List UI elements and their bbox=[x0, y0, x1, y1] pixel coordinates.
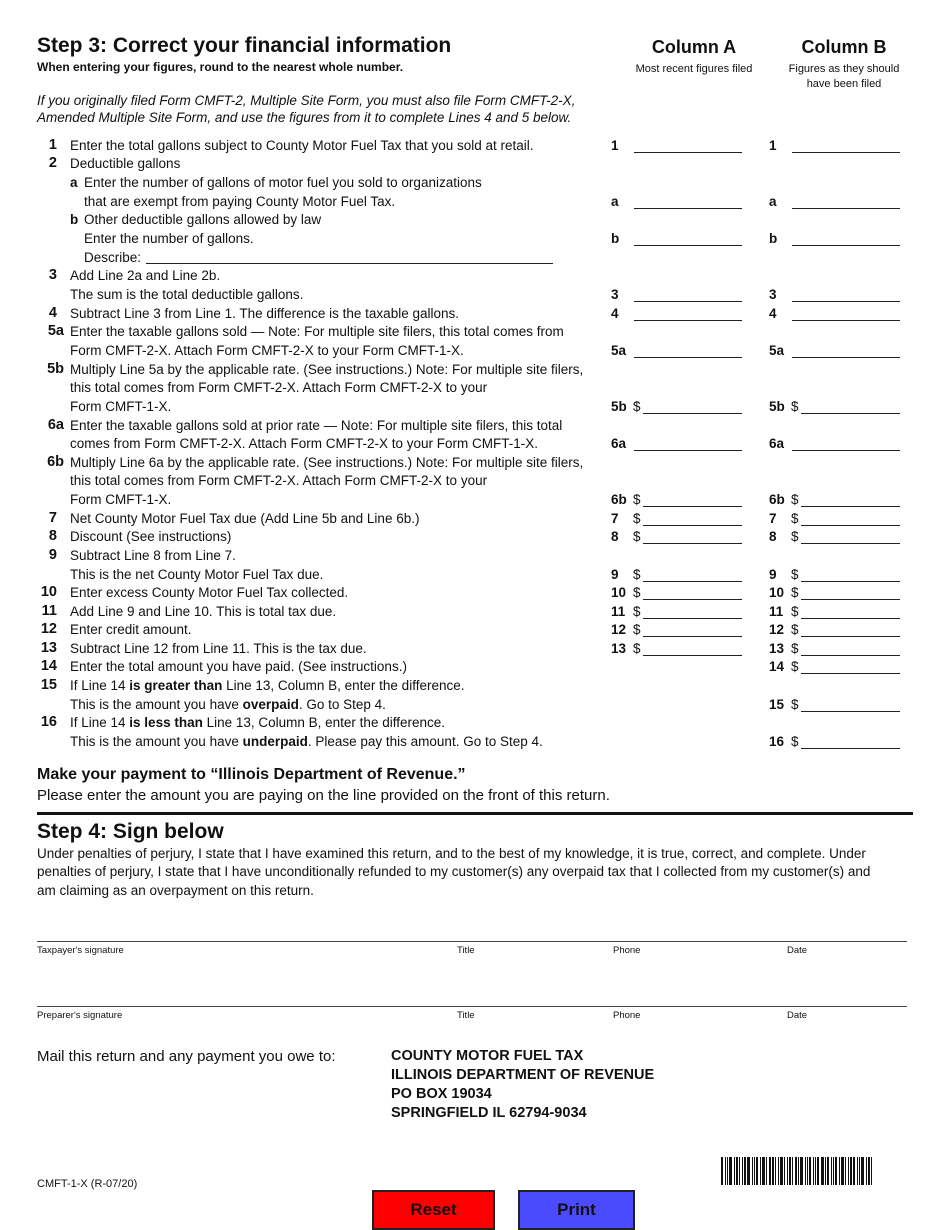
column-b-line-5b-dollar: $ bbox=[791, 399, 799, 414]
column-b-line-16-label: 16 bbox=[769, 734, 785, 749]
column-a-line-5a-label: 5a bbox=[611, 343, 627, 358]
reset-button[interactable]: Reset bbox=[372, 1190, 495, 1230]
form-id: CMFT-1-X (R-07/20) bbox=[37, 1178, 138, 1190]
line-15-text-2: This is the amount you have overpaid. Go to Step 4. bbox=[70, 697, 386, 712]
line-number-5b: 5b bbox=[47, 361, 64, 377]
column-a-line-11-label: 11 bbox=[611, 604, 626, 619]
column-b-line-12-field[interactable] bbox=[801, 623, 900, 637]
column-b-line-13-dollar: $ bbox=[791, 641, 799, 656]
column-b-line-8-label: 8 bbox=[769, 529, 777, 544]
column-b-line-2a-label: a bbox=[769, 194, 777, 209]
mail-address-2: ILLINOIS DEPARTMENT OF REVENUE bbox=[391, 1067, 655, 1083]
line-number-12: 12 bbox=[40, 621, 57, 637]
taxpayer-title-label: Title bbox=[457, 945, 475, 956]
mail-label: Mail this return and any payment you owe to: bbox=[37, 1048, 336, 1065]
line-1-text: Enter the total gallons subject to County Motor Fuel Tax that you sold at retail. bbox=[70, 138, 534, 153]
column-b-line-5b-label: 5b bbox=[769, 399, 785, 414]
column-b-line-14-label: 14 bbox=[769, 659, 785, 674]
column-b-line-9-label: 9 bbox=[769, 567, 777, 582]
column-b-line-5a-label: 5a bbox=[769, 343, 785, 358]
preparer-signature-line[interactable] bbox=[37, 1006, 907, 1007]
column-a-line-5b-dollar: $ bbox=[633, 399, 641, 414]
line-number-13: 13 bbox=[40, 640, 57, 656]
line-3-text-2: The sum is the total deductible gallons. bbox=[70, 287, 304, 302]
column-b-line-4-label: 4 bbox=[769, 306, 777, 321]
column-a-line-2a-label: a bbox=[611, 194, 619, 209]
column-a-line-4-label: 4 bbox=[611, 306, 619, 321]
column-a-line-10-field[interactable] bbox=[643, 586, 742, 600]
line-number-6b: 6b bbox=[47, 454, 64, 470]
line-5b-text-1: Multiply Line 5a by the applicable rate. (See instructions.) Note: For multiple site filers, bbox=[70, 362, 584, 377]
line-7-text: Net County Motor Fuel Tax due (Add Line 5b and Line 6b.) bbox=[70, 511, 420, 526]
column-b-line-15-dollar: $ bbox=[791, 697, 799, 712]
column-b-line-3-field[interactable] bbox=[792, 288, 900, 302]
column-a-line-10-label: 10 bbox=[611, 585, 627, 600]
column-a-line-10-dollar: $ bbox=[633, 585, 641, 600]
intro-line-1: If you originally filed Form CMFT-2, Multiple Site Form, you must also file Form CMFT-2-X, bbox=[37, 93, 576, 108]
column-b-line-9-field[interactable] bbox=[801, 568, 900, 582]
line-9-text-2: This is the net County Motor Fuel Tax due. bbox=[70, 567, 324, 582]
column-a-line-5b-field[interactable] bbox=[643, 400, 742, 414]
column-a-line-3-label: 3 bbox=[611, 287, 619, 302]
column-b-line-1-label: 1 bbox=[769, 138, 777, 153]
column-b-subtitle-1: Figures as they should bbox=[788, 63, 900, 75]
column-a-line-9-label: 9 bbox=[611, 567, 619, 582]
column-a-line-1-label: 1 bbox=[611, 138, 619, 153]
column-b-line-2a-field[interactable] bbox=[792, 195, 900, 209]
column-b-line-6b-field[interactable] bbox=[801, 493, 900, 507]
column-a-line-4-field[interactable] bbox=[634, 307, 742, 321]
line-13-text: Subtract Line 12 from Line 11. This is the tax due. bbox=[70, 641, 367, 656]
line-15-text-1: If Line 14 is greater than Line 13, Column B, enter the difference. bbox=[70, 678, 465, 693]
column-b-line-6a-label: 6a bbox=[769, 436, 785, 451]
column-a-line-8-dollar: $ bbox=[633, 529, 641, 544]
line-number-7: 7 bbox=[48, 510, 57, 526]
column-b-line-6b-label: 6b bbox=[769, 492, 785, 507]
column-b-line-7-field[interactable] bbox=[801, 512, 900, 526]
line-number-4: 4 bbox=[48, 305, 57, 321]
line-number-8: 8 bbox=[48, 528, 57, 544]
column-a-line-8-field[interactable] bbox=[643, 530, 742, 544]
step4-text-1: Under penalties of perjury, I state that I have examined this return, and to the best of my knowledge, it is true, correct, and complete. Under bbox=[37, 846, 866, 861]
line-9-text-1: Subtract Line 8 from Line 7. bbox=[70, 548, 236, 563]
column-b-line-7-dollar: $ bbox=[791, 511, 799, 526]
taxpayer-date-label: Date bbox=[787, 945, 808, 956]
column-b-line-6b-dollar: $ bbox=[791, 492, 799, 507]
step4-text-2: penalties of perjury, I state that I have unconditionally refunded to my customer(s) any overpaid tax that I collected from my customer(s) and bbox=[37, 864, 871, 879]
barcode-image bbox=[721, 1157, 879, 1185]
column-b-line-11-field[interactable] bbox=[801, 605, 900, 619]
column-a-line-9-dollar: $ bbox=[633, 567, 641, 582]
preparer-signature-label: Preparer's signature bbox=[37, 1010, 123, 1021]
payment-heading: Make your payment to “Illinois Department of Revenue.” bbox=[37, 766, 466, 783]
line-14-text: Enter the total amount you have paid. (See instructions.) bbox=[70, 659, 407, 674]
line-number-16: 16 bbox=[40, 714, 57, 730]
column-a-line-13-label: 13 bbox=[611, 641, 627, 656]
column-b-line-8-field[interactable] bbox=[801, 530, 900, 544]
column-b-line-8-dollar: $ bbox=[791, 529, 799, 544]
column-b-line-2b-label: b bbox=[769, 231, 778, 246]
line-6a-text-2: comes from Form CMFT-2-X. Attach Form CMFT-2-X to your Form CMFT-1-X. bbox=[70, 436, 539, 451]
line-5a-text-1: Enter the taxable gallons sold — Note: For multiple site filers, this total comes from bbox=[70, 324, 564, 339]
column-b-line-12-label: 12 bbox=[769, 622, 785, 637]
column-b-line-13-label: 13 bbox=[769, 641, 785, 656]
column-a-line-2b-label: b bbox=[611, 231, 620, 246]
column-a-line-7-dollar: $ bbox=[633, 511, 641, 526]
column-a-line-1-field[interactable] bbox=[634, 139, 742, 153]
column-a-line-11-dollar: $ bbox=[633, 604, 641, 619]
column-b-line-6a-field[interactable] bbox=[792, 437, 900, 451]
line-5a-text-2: Form CMFT-2-X. Attach Form CMFT-2-X to your Form CMFT-1-X. bbox=[70, 343, 464, 358]
line-16-text-1: If Line 14 is less than Line 13, Column B, enter the difference. bbox=[70, 715, 445, 730]
line-2a-text-1: Enter the number of gallons of motor fuel you sold to organizations bbox=[84, 175, 482, 190]
column-b-line-3-label: 3 bbox=[769, 287, 777, 302]
line-6b-text-2: this total comes from Form CMFT-2-X. Attach Form CMFT-2-X to your bbox=[70, 473, 488, 488]
column-a-line-6b-field[interactable] bbox=[643, 493, 742, 507]
taxpayer-signature-line[interactable] bbox=[37, 941, 907, 942]
preparer-phone-label: Phone bbox=[613, 1010, 641, 1021]
payment-text: Please enter the amount you are paying on the line provided on the front of this return. bbox=[37, 787, 610, 804]
line-number-3: 3 bbox=[48, 267, 57, 283]
section-divider bbox=[37, 812, 913, 815]
line-5b-text-2: this total comes from Form CMFT-2-X. Attach Form CMFT-2-X to your bbox=[70, 380, 488, 395]
line-10-text: Enter excess County Motor Fuel Tax collected. bbox=[70, 585, 349, 600]
column-a-line-13-field[interactable] bbox=[643, 642, 742, 656]
column-b-title: Column B bbox=[801, 37, 887, 57]
column-a-title: Column A bbox=[651, 37, 737, 57]
column-a-line-6b-label: 6b bbox=[611, 492, 627, 507]
column-a-line-7-field[interactable] bbox=[643, 512, 742, 526]
line-number-5a: 5a bbox=[47, 323, 64, 339]
column-b-line-14-dollar: $ bbox=[791, 659, 799, 674]
column-a-line-7-label: 7 bbox=[611, 511, 619, 526]
taxpayer-signature-label: Taxpayer's signature bbox=[37, 945, 124, 956]
column-b-line-16-dollar: $ bbox=[791, 734, 799, 749]
line-number-15: 15 bbox=[40, 677, 57, 693]
column-b-line-16-field[interactable] bbox=[801, 735, 900, 749]
column-b-line-5b-field[interactable] bbox=[801, 400, 900, 414]
column-b-line-2b-field[interactable] bbox=[792, 232, 900, 246]
line-16-text-2: This is the amount you have underpaid. Please pay this amount. Go to Step 4. bbox=[70, 734, 543, 749]
column-b-line-7-label: 7 bbox=[769, 511, 777, 526]
column-b-line-10-label: 10 bbox=[769, 585, 785, 600]
column-a-line-2b-field[interactable] bbox=[634, 232, 742, 246]
line-4-text: Subtract Line 3 from Line 1. The difference is the taxable gallons. bbox=[70, 306, 459, 321]
line-number-2: 2 bbox=[48, 155, 57, 171]
line-5b-text-3: Form CMFT-1-X. bbox=[70, 399, 172, 414]
column-a-line-6b-dollar: $ bbox=[633, 492, 641, 507]
column-b-line-11-label: 11 bbox=[769, 604, 784, 619]
column-b-line-10-dollar: $ bbox=[791, 585, 799, 600]
line-2b-describe-field[interactable] bbox=[146, 250, 553, 264]
line-11-text: Add Line 9 and Line 10. This is total tax due. bbox=[70, 604, 337, 619]
print-button[interactable]: Print bbox=[518, 1190, 635, 1230]
column-a-line-6a-field[interactable] bbox=[634, 437, 742, 451]
line-number-10: 10 bbox=[40, 584, 57, 600]
column-a-line-13-dollar: $ bbox=[633, 641, 641, 656]
line-number-11: 11 bbox=[41, 603, 57, 619]
column-a-line-8-label: 8 bbox=[611, 529, 619, 544]
line-6a-text-1: Enter the taxable gallons sold at prior rate — Note: For multiple site filers, this total bbox=[70, 418, 563, 433]
taxpayer-phone-label: Phone bbox=[613, 945, 641, 956]
mail-address-1: COUNTY MOTOR FUEL TAX bbox=[391, 1048, 584, 1064]
line-number-1: 1 bbox=[48, 137, 57, 153]
column-b-line-1-field[interactable] bbox=[792, 139, 900, 153]
line-number-6a: 6a bbox=[47, 417, 64, 433]
mail-address-3: PO BOX 19034 bbox=[391, 1086, 492, 1102]
preparer-title-label: Title bbox=[457, 1010, 475, 1021]
line-number-14: 14 bbox=[40, 658, 57, 674]
step4-text-3: am claiming as an overpayment on this return. bbox=[37, 883, 314, 898]
column-a-line-5a-field[interactable] bbox=[634, 344, 742, 358]
line-12-text: Enter credit amount. bbox=[70, 622, 192, 637]
line-2b-text-2: Enter the number of gallons. bbox=[84, 231, 254, 246]
line-2b-text-1: Other deductible gallons allowed by law bbox=[84, 212, 322, 227]
line-6b-text-1: Multiply Line 6a by the applicable rate. (See instructions.) Note: For multiple site filers, bbox=[70, 455, 584, 470]
line-2a-text-2: that are exempt from paying County Motor Fuel Tax. bbox=[84, 194, 396, 209]
column-b-line-5a-field[interactable] bbox=[792, 344, 900, 358]
column-b-line-9-dollar: $ bbox=[791, 567, 799, 582]
column-b-line-14-field[interactable] bbox=[801, 660, 900, 674]
column-b-line-10-field[interactable] bbox=[801, 586, 900, 600]
step3-title: Step 3: Correct your financial information bbox=[37, 34, 452, 57]
step3-subtitle: When entering your figures, round to the nearest whole number. bbox=[37, 60, 404, 74]
line-8-text: Discount (See instructions) bbox=[70, 529, 232, 544]
column-b-line-15-label: 15 bbox=[769, 697, 785, 712]
column-a-line-12-dollar: $ bbox=[633, 622, 641, 637]
column-b-line-12-dollar: $ bbox=[791, 622, 799, 637]
column-a-line-12-field[interactable] bbox=[643, 623, 742, 637]
column-a-line-5b-label: 5b bbox=[611, 399, 627, 414]
line-2a-letter: a bbox=[70, 175, 78, 190]
intro-line-2: Amended Multiple Site Form, and use the figures from it to complete Lines 4 and 5 below. bbox=[37, 110, 572, 125]
line-2-text: Deductible gallons bbox=[70, 156, 181, 171]
line-6b-text-3: Form CMFT-1-X. bbox=[70, 492, 172, 507]
column-b-subtitle-2: have been filed bbox=[806, 78, 882, 90]
column-b-line-13-field[interactable] bbox=[801, 642, 900, 656]
preparer-date-label: Date bbox=[787, 1010, 808, 1021]
column-a-line-3-field[interactable] bbox=[634, 288, 742, 302]
column-a-line-12-label: 12 bbox=[611, 622, 627, 637]
column-b-line-11-dollar: $ bbox=[791, 604, 799, 619]
column-a-line-6a-label: 6a bbox=[611, 436, 627, 451]
column-b-line-15-field[interactable] bbox=[801, 698, 900, 712]
line-number-9: 9 bbox=[48, 547, 57, 563]
column-a-line-11-field[interactable] bbox=[643, 605, 742, 619]
column-a-subtitle: Most recent figures filed bbox=[635, 63, 753, 75]
column-b-line-4-field[interactable] bbox=[792, 307, 900, 321]
line-2b-describe-label: Describe: bbox=[84, 250, 142, 265]
column-a-line-9-field[interactable] bbox=[643, 568, 742, 582]
line-2b-letter: b bbox=[70, 212, 79, 227]
step4-title: Step 4: Sign below bbox=[37, 820, 224, 843]
line-3-text-1: Add Line 2a and Line 2b. bbox=[70, 268, 221, 283]
mail-address-4: SPRINGFIELD IL 62794-9034 bbox=[391, 1105, 587, 1121]
column-a-line-2a-field[interactable] bbox=[634, 195, 742, 209]
